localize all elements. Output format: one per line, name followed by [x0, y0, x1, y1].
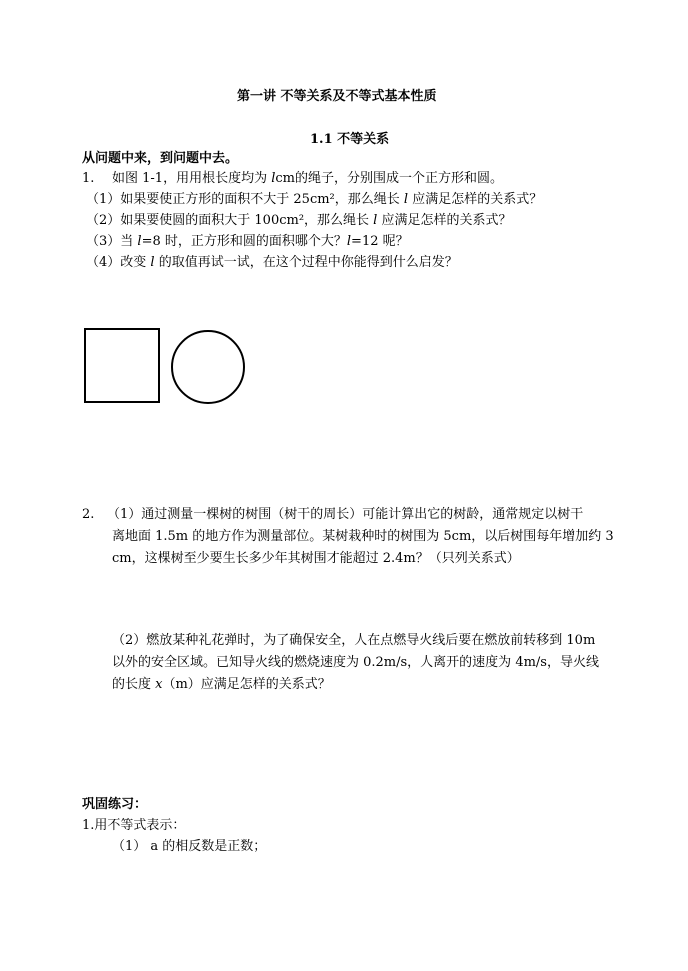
q2-part2-line3-a: 的长度: [112, 677, 156, 692]
figure-circle: [171, 330, 245, 404]
q1-part3: [86, 233, 409, 251]
q1-part4: [86, 254, 458, 272]
q1-number: 1.: [82, 171, 95, 186]
q1-part3-c: =12 呢？: [351, 234, 409, 249]
q1-part1-var: l: [403, 192, 409, 207]
q1-stem-b: cm的绳子，分别围成一个正方形和圆。: [275, 171, 503, 186]
practice-heading: 巩固练习：: [82, 797, 148, 812]
q2-number: 2.: [82, 507, 95, 522]
page-title: 第一讲 不等关系及不等式基本性质: [237, 89, 437, 104]
q1-part3-a: （3）当: [86, 234, 138, 249]
q1-part4-b: 的取值再试一试，在这个过程中你能得到什么启发？: [154, 255, 458, 270]
q2-part1-line3: cm，这棵树至少要生长多少年其树围才能超过 2.4m？（只列关系式）: [112, 551, 520, 566]
q2-part2-line3-var: x: [155, 677, 163, 692]
q1-part4-a: （4）改变: [86, 255, 151, 270]
q1-part4-var: l: [150, 255, 155, 270]
q1-part3-var2: l: [346, 234, 352, 249]
practice-sub1: （1） a 的相反数是正数；: [112, 839, 267, 854]
q2-part1-line1: （1）通过测量一棵树的树围（树干的周长）可能计算出它的树龄，通常规定以树干: [107, 507, 584, 522]
q1-part1-b: 应满足怎样的关系式？: [408, 192, 543, 207]
q1-part2-var: l: [373, 213, 378, 228]
q1-stem-a: 如图 1-1，用用根长度均为: [112, 171, 272, 186]
q1-part1-a: （1）如果要使正方形的面积不大于 25cm²，那么绳长: [86, 192, 404, 207]
q1-part3-var1: l: [137, 234, 142, 249]
q1-part2-b: 应满足怎样的关系式？: [377, 213, 512, 228]
figure-square: [84, 328, 160, 403]
q1-stem-var: l: [271, 171, 276, 186]
q2-part2-line1: （2）燃放某种礼花弹时，为了确保安全，人在点燃导火线后要在燃放前转移到 10m: [112, 633, 596, 648]
q1-part3-b: =8 时，正方形和圆的面积哪个大？: [141, 234, 347, 249]
q1-part1: [86, 191, 542, 209]
section-title: 1.1 不等关系: [310, 132, 390, 147]
q2-part2-line2: 以外的安全区域。已知导火线的燃烧速度为 0.2m/s，人离开的速度为 4m/s，导火线: [112, 655, 599, 670]
q1-part2-a: （2）如果要使圆的面积大于 100cm²，那么绳长: [86, 213, 374, 228]
q2-part2-line3: [112, 676, 331, 694]
q1-stem: [112, 170, 503, 188]
intro-heading: 从问题中来，到问题中去。: [82, 151, 239, 166]
q2-part1-line2: 离地面 1.5m 的地方作为测量部位。某树栽种时的树围为 5cm，以后树围每年增加约 3: [112, 529, 614, 544]
q2-part2-line3-b: （m）应满足怎样的关系式？: [162, 677, 331, 692]
practice-item1: 1.用不等式表示：: [82, 818, 186, 833]
q1-part2: [86, 212, 511, 230]
